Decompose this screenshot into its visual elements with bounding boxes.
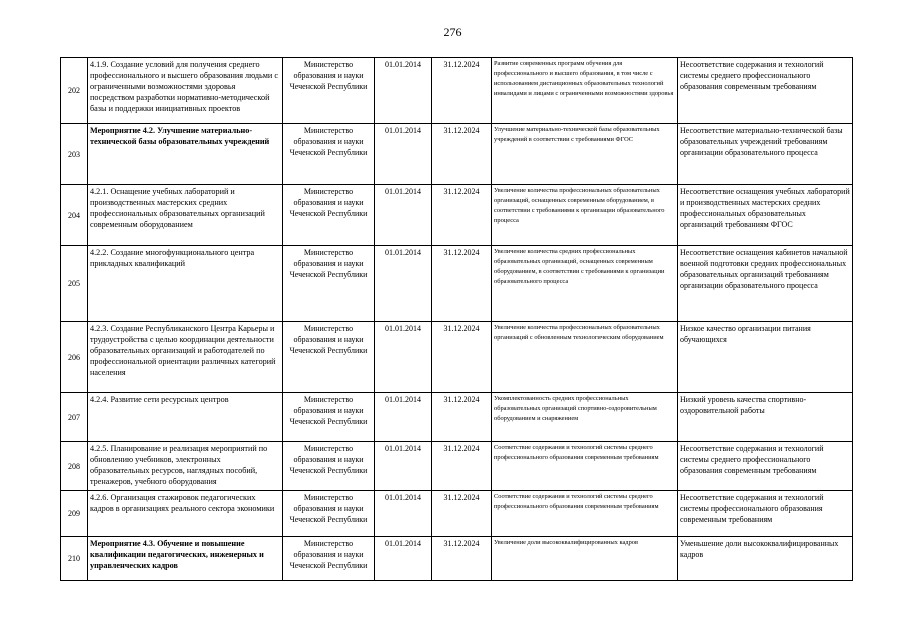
- end-date: 31.12.2024: [432, 537, 492, 581]
- responsible-executor: Министерство образования и науки Чеченской Республики: [283, 442, 375, 491]
- end-date: 31.12.2024: [432, 58, 492, 124]
- risk-consequence: Несоответствие оснащения кабинетов начальной военной подготовки средних профессиональных образовательных организаций требованиям организации образовательного процесса: [678, 246, 853, 322]
- responsible-executor: Министерство образования и науки Чеченской Республики: [283, 124, 375, 185]
- measure-name: Мероприятие 4.2. Улучшение материально-технической базы образовательных учреждений: [88, 124, 283, 185]
- risk-consequence: Несоответствие материально-технической базы образовательных учреждений требованиям организации образовательного процесса: [678, 124, 853, 185]
- measure-name: 4.2.1. Оснащение учебных лабораторий и производственных мастерских средних профессиональных образовательных организаций современным оборудованием: [88, 185, 283, 246]
- measure-name: 4.2.2. Создание многофункционального центра прикладных квалификаций: [88, 246, 283, 322]
- measure-name: 4.2.5. Планирование и реализация мероприятий по обновлению учебников, электронных образовательных ресурсов, наглядных пособий, тренажеров, учебного оборудования: [88, 442, 283, 491]
- end-date: 31.12.2024: [432, 322, 492, 393]
- expected-result: Соответствие содержания и технологий системы среднего профессионального образования современным требованиям: [492, 442, 678, 491]
- row-number: 210: [61, 537, 88, 581]
- row-number: 203: [61, 124, 88, 185]
- end-date: 31.12.2024: [432, 124, 492, 185]
- expected-result: Улучшение материально-технической базы образовательных учреждений в соответствии с требованиями ФГОС: [492, 124, 678, 185]
- start-date: 01.01.2014: [375, 246, 432, 322]
- table-row: [61, 537, 853, 581]
- row-number: 207: [61, 393, 88, 442]
- expected-result: Увеличение количества средних профессиональных образовательных организаций, оснащенных современным оборудованием, в соответствии с требованиями к организации образовательного процесса: [492, 246, 678, 322]
- responsible-executor: Министерство образования и науки Чеченской Республики: [283, 246, 375, 322]
- row-number: 205: [61, 246, 88, 322]
- expected-result: Увеличение доли высококвалифицированных кадров: [492, 537, 678, 581]
- page-number: 276: [443, 25, 462, 39]
- expected-result: Увеличение количества профессиональных образовательных организаций с обновленным технологическим оборудованием: [492, 322, 678, 393]
- risk-consequence: Несоответствие оснащения учебных лабораторий и производственных мастерских средних профессиональных образовательных организаций требованиям ФГОС: [678, 185, 853, 246]
- table-row: [61, 185, 853, 246]
- risk-consequence: Несоответствие содержания и технологий системы среднего профессионального образования современным требованиям: [678, 442, 853, 491]
- row-number: 209: [61, 491, 88, 537]
- table-row: [61, 442, 853, 491]
- row-number: 208: [61, 442, 88, 491]
- end-date: 31.12.2024: [432, 491, 492, 537]
- start-date: 01.01.2014: [375, 491, 432, 537]
- row-number: 202: [61, 58, 88, 124]
- start-date: 01.01.2014: [375, 322, 432, 393]
- start-date: 01.01.2014: [375, 442, 432, 491]
- start-date: 01.01.2014: [375, 185, 432, 246]
- risk-consequence: Несоответствие содержания и технологий системы среднего профессионального образования современным требованиям: [678, 58, 853, 124]
- expected-result: Соответствие содержания и технологий системы среднего профессионального образования современным требованиям: [492, 491, 678, 537]
- table-row: [61, 124, 853, 185]
- risk-consequence: Низкое качество организации питания обучающихся: [678, 322, 853, 393]
- start-date: 01.01.2014: [375, 58, 432, 124]
- responsible-executor: Министерство образования и науки Чеченской Республики: [283, 393, 375, 442]
- end-date: 31.12.2024: [432, 393, 492, 442]
- measure-name: 4.2.6. Организация стажировок педагогических кадров в организациях реального сектора экономики: [88, 491, 283, 537]
- end-date: 31.12.2024: [432, 246, 492, 322]
- end-date: 31.12.2024: [432, 185, 492, 246]
- table-row: [61, 246, 853, 322]
- measure-name: 4.2.4. Развитие сети ресурсных центров: [88, 393, 283, 442]
- risk-consequence: Несоответствие содержания и технологий системы профессионального образования современным требованиям: [678, 491, 853, 537]
- table-row: [61, 322, 853, 393]
- responsible-executor: Министерство образования и науки Чеченской Республики: [283, 185, 375, 246]
- table-row: [61, 491, 853, 537]
- measures-table: [60, 57, 853, 581]
- row-number: 206: [61, 322, 88, 393]
- risk-consequence: Низкий уровень качества спортивно-оздоровительной работы: [678, 393, 853, 442]
- measure-name: 4.2.3. Создание Республиканского Центра Карьеры и трудоустройства с целью координации деятельности образовательных организаций и работодателей по профессиональной ориентации различных категорий населения: [88, 322, 283, 393]
- expected-result: Укомплектованность средних профессиональных образовательных организаций спортивно-оздоровительным оборудованием и снаряжением: [492, 393, 678, 442]
- risk-consequence: Уменьшение доли высококвалифицированных кадров: [678, 537, 853, 581]
- responsible-executor: Министерство образования и науки Чеченской Республики: [283, 537, 375, 581]
- start-date: 01.01.2014: [375, 124, 432, 185]
- responsible-executor: Министерство образования и науки Чеченской Республики: [283, 491, 375, 537]
- table-row: [61, 393, 853, 442]
- end-date: 31.12.2024: [432, 442, 492, 491]
- expected-result: Развитие современных программ обучения для профессионального и высшего образования, в том числе с использованием дистанционных образовательных технологий инвалидами и лицами с ограниченными возможностями здоровья: [492, 58, 678, 124]
- row-number: 204: [61, 185, 88, 246]
- responsible-executor: Министерство образования и науки Чеченской Республики: [283, 58, 375, 124]
- expected-result: Увеличение количества профессиональных образовательных организаций, оснащенных современным оборудованием, в соответствии с требованиями к организации образовательного процесса: [492, 185, 678, 246]
- measure-name: 4.1.9. Создание условий для получения среднего профессионального и высшего образования людьми с ограниченными возможностями здоровья посредством разработки нормативно-методической базы и поддержки инициативных проектов: [88, 58, 283, 124]
- table-row: [61, 58, 853, 124]
- start-date: 01.01.2014: [375, 537, 432, 581]
- start-date: 01.01.2014: [375, 393, 432, 442]
- responsible-executor: Министерство образования и науки Чеченской Республики: [283, 322, 375, 393]
- measure-name: Мероприятие 4.3. Обучение и повышение квалификации педагогических, инженерных и управленческих кадров: [88, 537, 283, 581]
